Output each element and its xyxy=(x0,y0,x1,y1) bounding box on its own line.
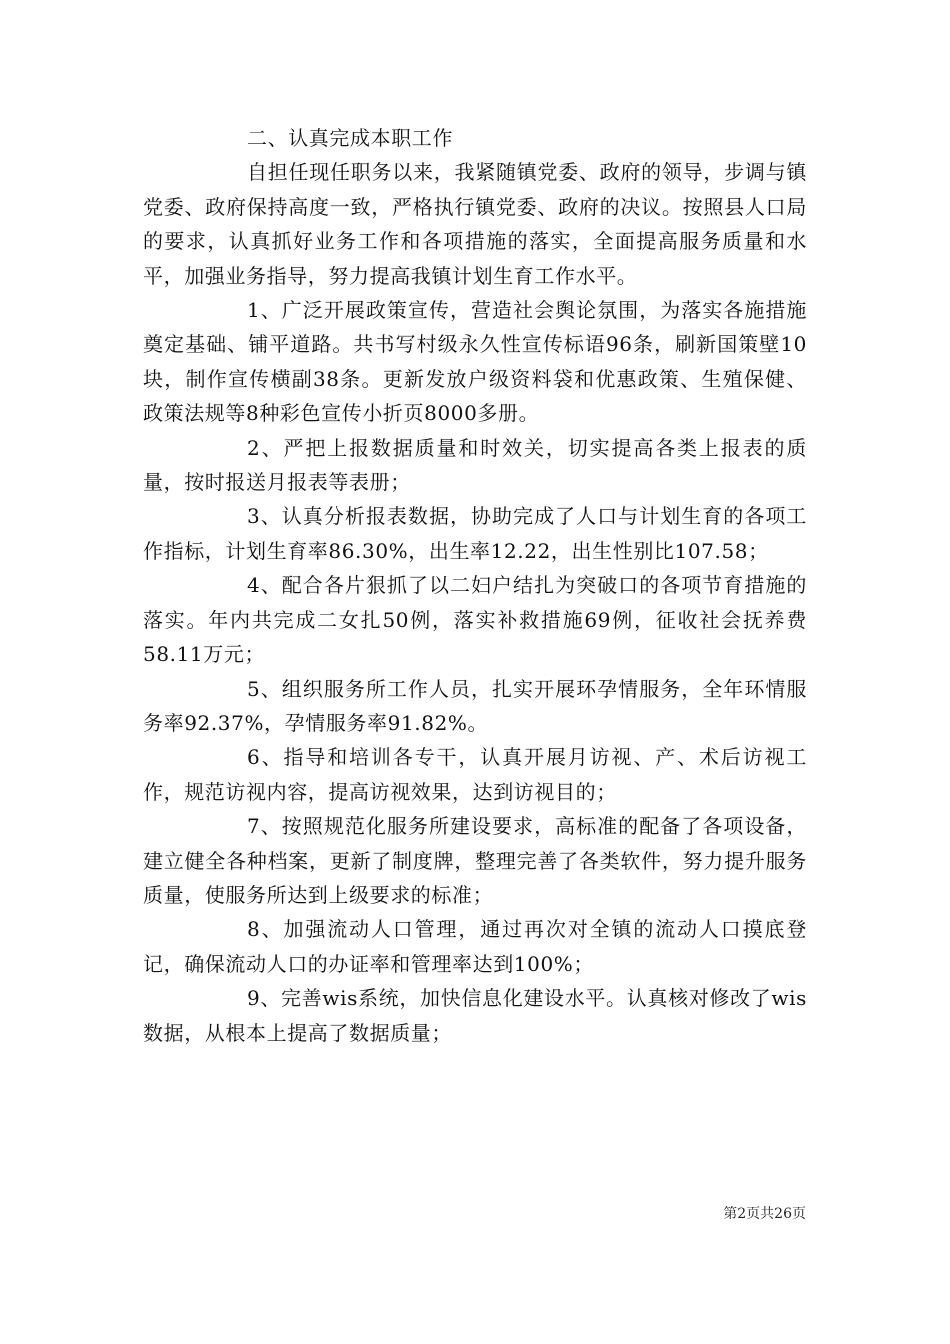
list-item-4: 4、配合各片狠抓了以二妇户结扎为突破口的各项节育措施的落实。年内共完成二女扎50例，落实补救措施69例，征收社会抚养费58.11万元； xyxy=(143,573,807,667)
list-item-3: 3、认真分析报表数据，协助完成了人口与计划生育的各项工作指标，计划生育率86.30%，出生率12.22，出生性别比107.58； xyxy=(143,504,807,563)
list-item-1: 1、广泛开展政策宣传，营造社会舆论氛围，为落实各施措施奠定基础、铺平道路。共书写村级永久性宣传标语96条，刷新国策壁10块，制作宣传横副38条。更新发放户级资料袋和优惠政策、生殖保健、政策法规等8种彩色宣传小折页8000多册。 xyxy=(143,298,807,426)
intro-paragraph: 自担任现任职务以来，我紧随镇党委、政府的领导，步调与镇党委、政府保持高度一致，严格执行镇党委、政府的决议。按照县人口局的要求，认真抓好业务工作和各项措施的落实，全面提高服务质量和水平，加强业务指导，努力提高我镇计划生育工作水平。 xyxy=(143,160,807,288)
section-heading: 二、认真完成本职工作 xyxy=(247,126,453,150)
list-item-2: 2、严把上报数据质量和时效关，切实提高各类上报表的质量，按时报送月报表等表册； xyxy=(143,435,807,495)
document-body xyxy=(143,121,807,1050)
list-item-8: 8、加强流动人口管理，通过再次对全镇的流动人口摸底登记，确保流动人口的办证率和管理率达到100%； xyxy=(143,917,807,976)
list-item-5: 5、组织服务所工作人员，扎实开展环孕情服务，全年环情服务率92.37%，孕情服务率91.82%。 xyxy=(143,676,807,735)
page-number-footer: 第2页共26页 xyxy=(723,1206,806,1222)
list-item-9: 9、完善wis系统，加快信息化建设水平。认真核对修改了wis数据，从根本上提高了数据质量； xyxy=(143,986,807,1045)
list-item-7: 7、按照规范化服务所建设要求，高标准的配备了各项设备，建立健全各种档案，更新了制度牌，整理完善了各类软件，努力提升服务质量，使服务所达到上级要求的标准； xyxy=(143,814,807,907)
list-item-6: 6、指导和培训各专干，认真开展月访视、产、术后访视工作，规范访视内容，提高访视效果，达到访视目的； xyxy=(143,745,807,804)
